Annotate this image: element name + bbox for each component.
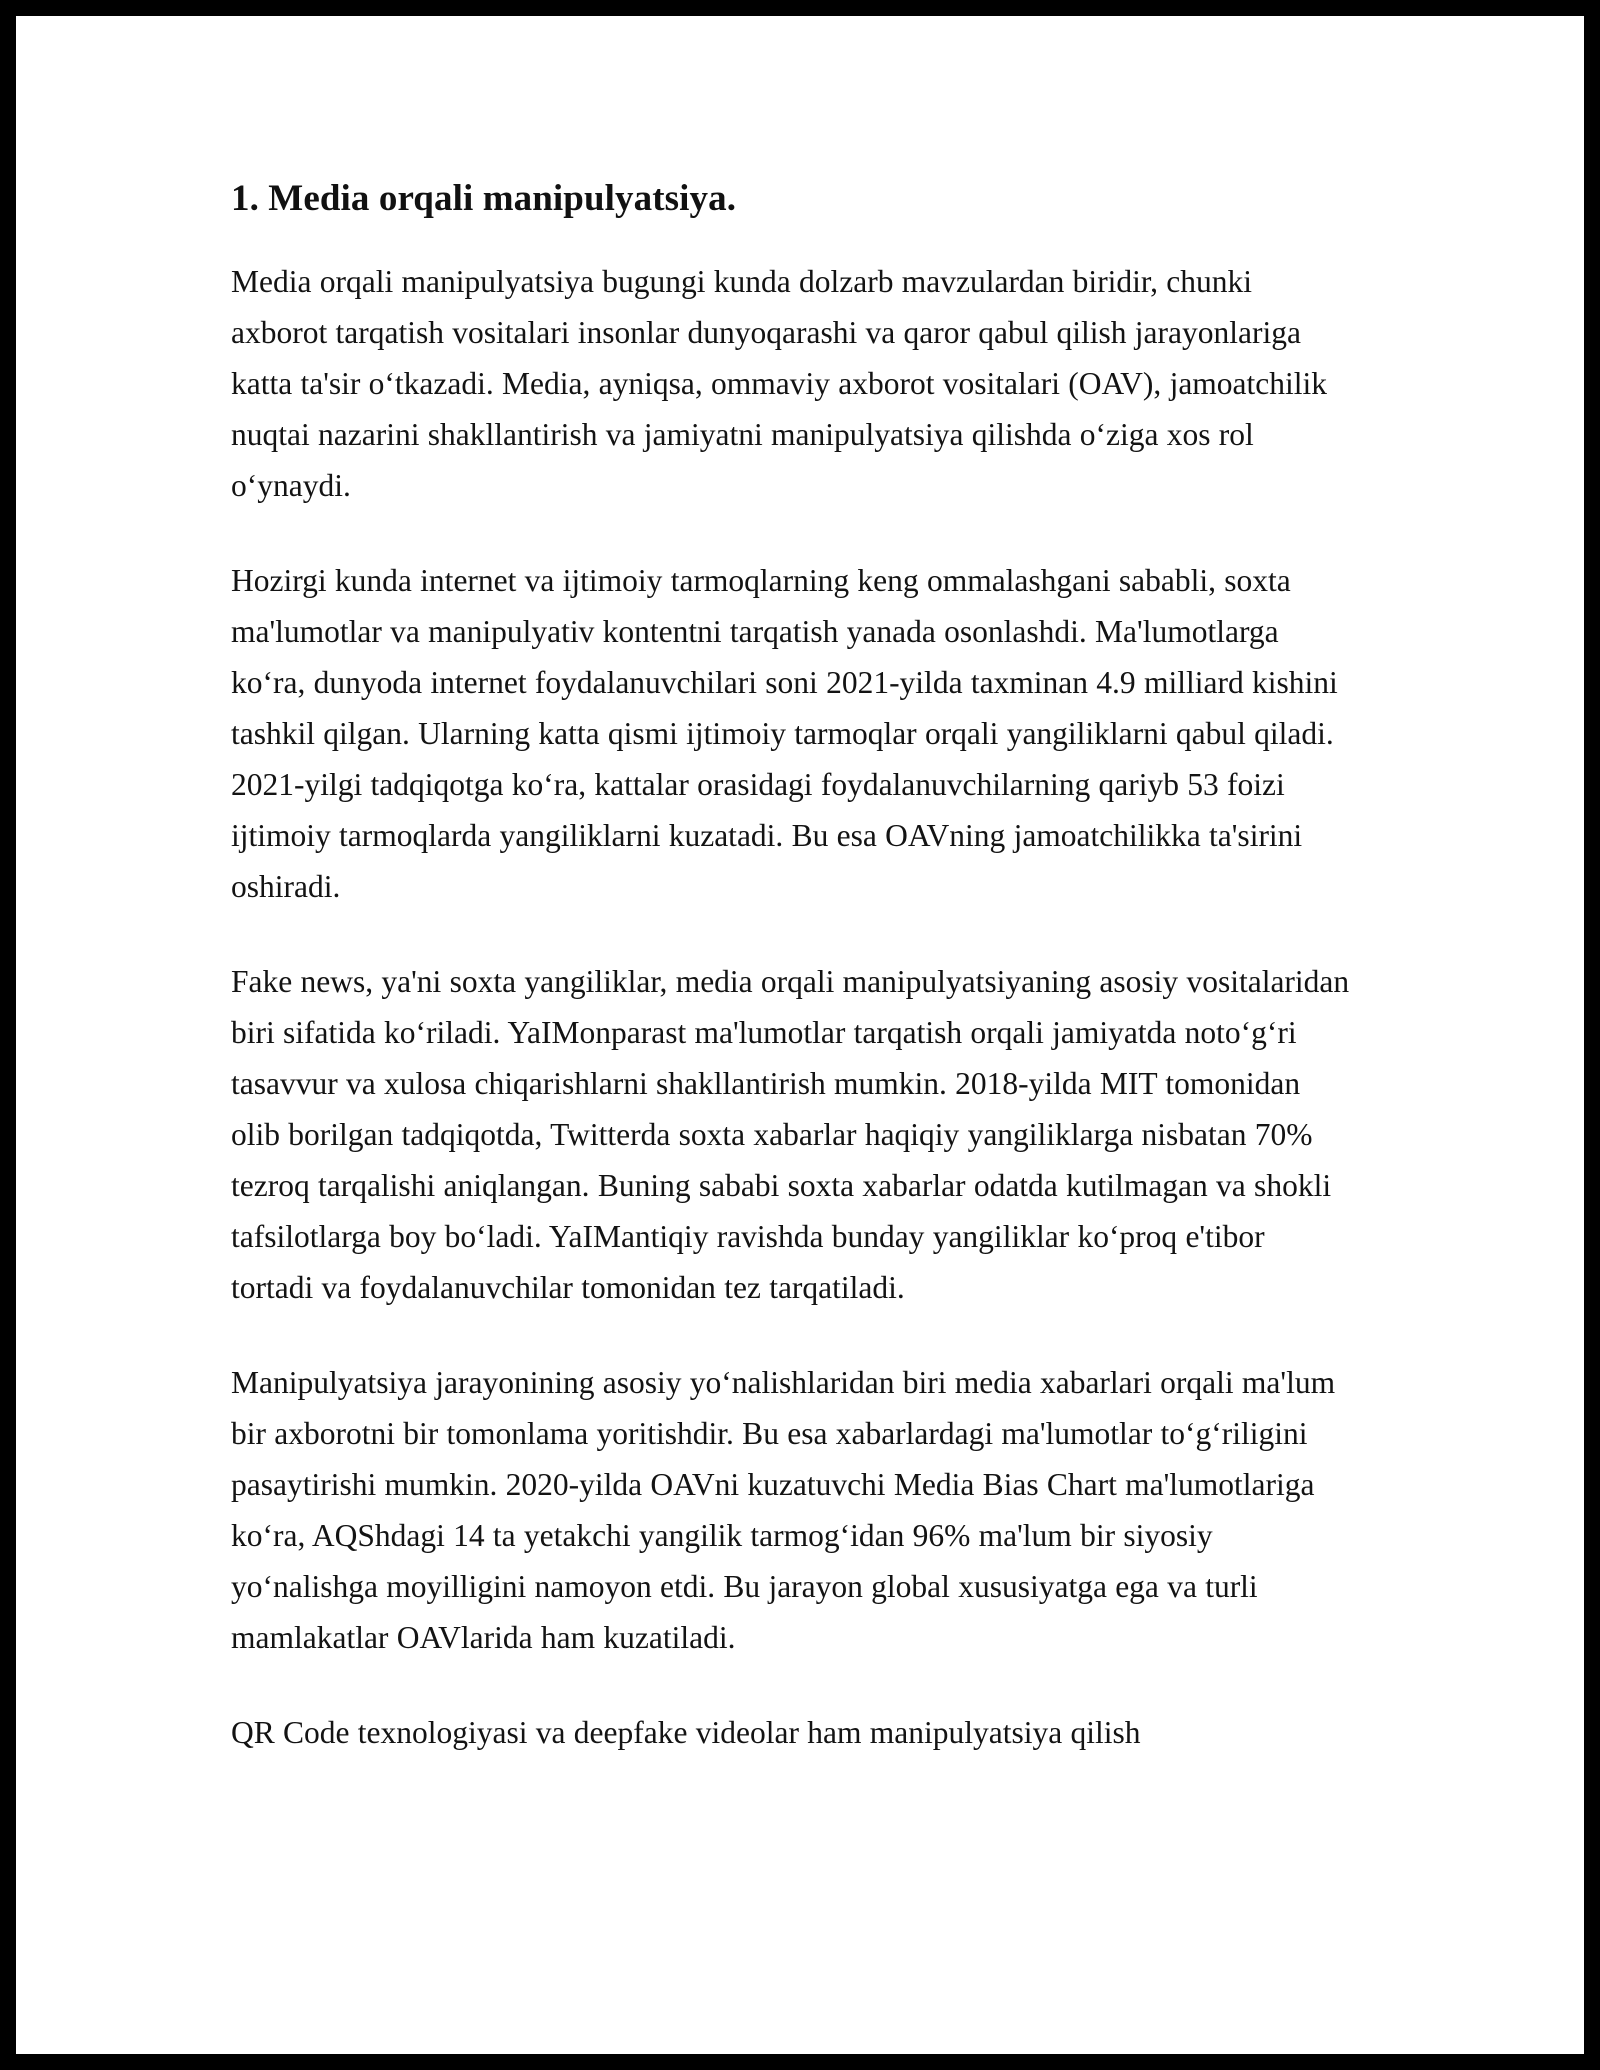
body-paragraph-3: Fake news, ya'ni soxta yangiliklar, media orqali manipulyatsiyaning asosiy vositalaridan biri sifatida ko‘riladi. YaIMonparast ma'lumotlar tarqatish orqali jamiyatda noto‘g‘ri tasavvur va xulosa chiqarishlarni shakllantirish mumkin. 2018-yilda MIT tomonidan olib borilgan tadqiqotda, Twitterda soxta xabarlar haqiqiy yangiliklarga nisbatan 70% tezroq tarqalishi aniqlangan. Buning sababi soxta xabarlar odatda kutilmagan va shokli tafsilotlarga boy bo‘ladi. YaIMantiqiy ravishda bunday yangiliklar ko‘proq e'tibor tortadi va foydalanuvchilar tomonidan tez tarqatiladi.: [231, 964, 1350, 1306]
body-paragraph-2: Hozirgi kunda internet va ijtimoiy tarmoqlarning keng ommalashgani sababli, soxta ma'lumotlar va manipulyativ kontentni tarqatish yanada osonlashdi. Ma'lumotlarga ko‘ra, dunyoda internet foydalanuvchilari soni 2021-yilda taxminan 4.9 milliard kishini tashkil qilgan. Ularning katta qismi ijtimoiy tarmoqlar orqali yangiliklarni qabul qiladi. 2021-yilgi tadqiqotga ko‘ra, kattalar orasidagi foydalanuvchilarning qariyb 53 foizi ijtimoiy tarmoqlarda yangiliklarni kuzatadi. Bu esa OAVning jamoatchilikka ta'sirini oshiradi.: [231, 563, 1338, 905]
body-paragraph-5: QR Code texnologiyasi va deepfake videolar ham manipulyatsiya qilish: [231, 1715, 1141, 1751]
body-paragraph-1: Media orqali manipulyatsiya bugungi kunda dolzarb mavzulardan biridir, chunki axborot tarqatish vositalari insonlar dunyoqarashi va qaror qabul qilish jarayonlariga katta ta'sir o‘tkazadi. Media, ayniqsa, ommaviy axborot vositalari (OAV), jamoatchilik nuqtai nazarini shakllantirish va jamiyatni manipulyatsiya qilishda o‘ziga xos rol o‘ynaydi.: [231, 264, 1328, 504]
document-paper-surface: [16, 16, 1584, 2054]
page-title: 1. Media orqali manipulyatsiya.: [231, 178, 737, 219]
document-text-column: [231, 176, 1351, 1758]
body-paragraph-4: Manipulyatsiya jarayonining asosiy yo‘nalishlaridan biri media xabarlari orqali ma'lum bir axborotni bir tomonlama yoritishdir. Bu esa xabarlardagi ma'lumotlar to‘g‘riligini pasaytirishi mumkin. 2020-yilda OAVni kuzatuvchi Media Bias Chart ma'lumotlariga ko‘ra, AQShdagi 14 ta yetakchi yangilik tarmog‘idan 96% ma'lum bir siyosiy yo‘nalishga moyilligini namoyon etdi. Bu jarayon global xususiyatga ega va turli mamlakatlar OAVlarida ham kuzatiladi.: [231, 1365, 1336, 1656]
